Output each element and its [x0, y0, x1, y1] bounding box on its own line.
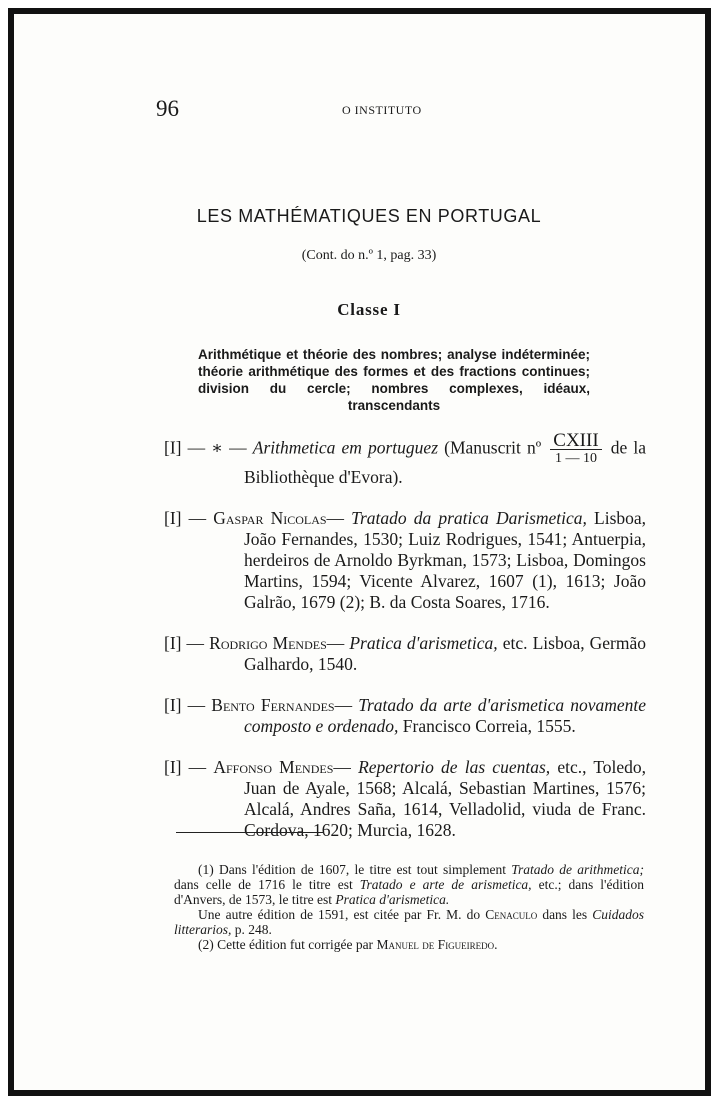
page-number: 96	[156, 96, 179, 121]
article-subtitle: (Cont. do n.º 1, pag. 33)	[301, 248, 437, 263]
entry-text: etc., Toledo, Juan de Ayale, 1568; Alcalá, Sebastian Martines, 1576; Alcalá, Andres Saña, 1614, Velladolid, viuda de Franc. Cordova, 1620; Murcia, 1628.	[244, 757, 647, 840]
footnote-2	[174, 937, 644, 952]
bibliography-entry	[164, 508, 646, 613]
journal-name: O INSTITUTO	[342, 103, 422, 117]
bibliography-entry	[164, 432, 646, 488]
entry-author: Rodrigo Mendes	[209, 633, 327, 653]
class-themes: Arithmétique et théorie des nombres; analyse indéterminée; théorie arithmétique des formes et des fractions continues; division du cercle; nombres complexes, idéaux, transcendants	[198, 347, 590, 413]
page	[8, 8, 711, 1096]
footnote-text: dans les	[537, 907, 593, 922]
footnote-title: Tratado de arithmetica;	[511, 862, 644, 877]
footnote-text: etc.; dans l'édition d'Anvers, de 1573, le titre est	[174, 877, 644, 907]
entry-title: Pratica d'arismetica,	[349, 633, 498, 653]
bibliography-entry	[164, 757, 646, 841]
footnote-text: (2) Cette édition fut corrigée par	[198, 937, 377, 952]
footnote-author: Cenaculo	[485, 907, 538, 922]
footnote-title: Tratado e arte de arismetica,	[359, 877, 532, 892]
bibliography-list	[164, 432, 646, 861]
footnote-1-continued	[174, 907, 644, 937]
class-heading: Classe I	[337, 300, 401, 319]
footnote-text: Une autre édition de 1591, est citée par Fr. M. do	[198, 907, 486, 922]
entry-text: Francisco Correia, 1555.	[398, 716, 576, 736]
footnote-author: Manuel de Figueiredo.	[376, 937, 498, 952]
running-header	[156, 96, 596, 126]
entry-label: [I] —	[164, 633, 205, 653]
entry-separator: —	[333, 757, 351, 777]
footnote-1	[174, 862, 644, 907]
entry-label: [I] —	[164, 757, 207, 777]
entry-title: Arithmetica em portuguez	[252, 437, 439, 458]
bibliography-entry	[164, 695, 646, 737]
entry-separator: —	[326, 633, 345, 653]
footnote-text: dans celle de 1716 le titre est	[174, 877, 360, 892]
entry-label: [I] — ∗ —	[164, 437, 247, 458]
entry-label: [I] —	[164, 508, 207, 528]
footnote-text: (1) Dans l'édition de 1607, le titre est tout simplement	[198, 862, 512, 877]
entry-title: Tratado da arte d'arismetica novamente composto e ordenado,	[244, 695, 647, 736]
bibliography-entry	[164, 633, 646, 675]
entry-text: (Manuscrit nº	[438, 437, 542, 458]
manuscript-fraction	[550, 432, 601, 467]
footnote-title: Pratica d'arismetica.	[335, 892, 450, 907]
footnote-divider	[176, 832, 324, 833]
entry-title: Repertorio de las cuentas,	[358, 757, 551, 777]
entry-text: de la Bibliothèque d'Evora).	[244, 437, 647, 487]
entry-label: [I] —	[164, 695, 206, 715]
entry-separator: —	[334, 695, 353, 715]
article-title: LES MATHÉMATIQUES EN PORTUGAL	[196, 206, 542, 226]
footnote-title: Cuidados litterarios,	[174, 907, 644, 937]
entry-author: Bento Fernandes	[211, 695, 335, 715]
entry-author: Gaspar Nicolas	[213, 508, 327, 528]
entry-text: etc. Lisboa, Germão Galhardo, 1540.	[244, 633, 647, 674]
footnote-text: p. 248.	[231, 922, 272, 937]
fraction-numerator: CXIII	[550, 432, 601, 450]
entry-separator: —	[326, 508, 345, 528]
entry-text: Lisboa, João Fernandes, 1530; Luiz Rodrigues, 1541; Antuerpia, herdeiros de Arnoldo Byrkman, 1573; Lisboa, Domingos Martins, 1594; Vicente Alvarez, 1607 (1), 1613; João Galrão, 1679 (2); B. da Costa Soares, 1716.	[244, 508, 647, 612]
footnotes	[174, 862, 644, 952]
entry-title: Tratado da pratica Darismetica,	[351, 508, 587, 528]
fraction-denominator: 1 — 10	[554, 451, 597, 466]
entry-author: Affonso Mendes	[213, 757, 334, 777]
